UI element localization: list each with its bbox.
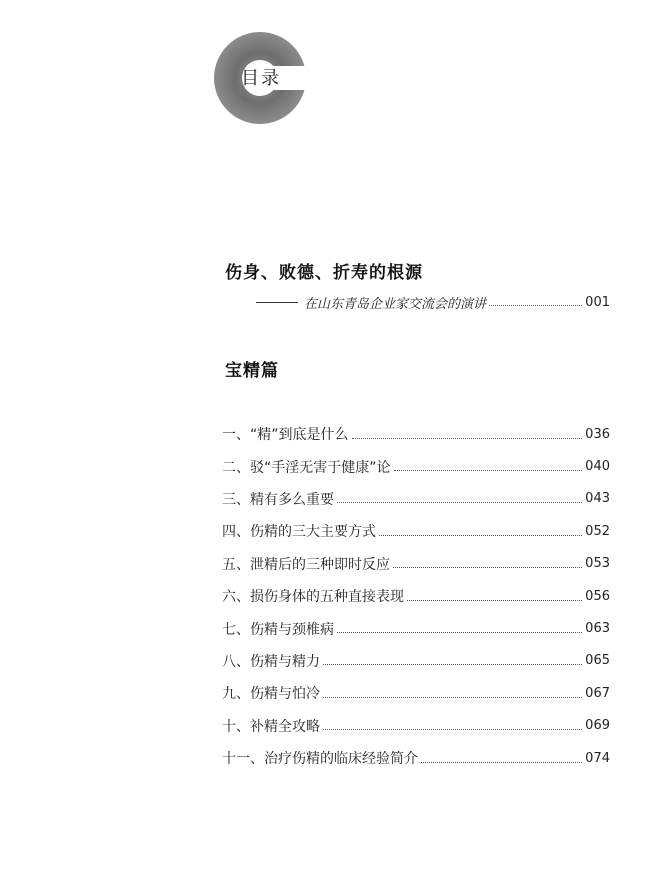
toc-list xyxy=(222,418,610,774)
entry-label: 七、伤精与颈椎病 xyxy=(222,621,334,638)
entry-label: 九、伤精与怕冷 xyxy=(222,686,320,703)
entry-label: 十、补精全攻略 xyxy=(222,718,320,735)
page-number: 063 xyxy=(585,621,610,637)
entry-label: 五、泄精后的三种即时反应 xyxy=(222,556,390,573)
dot-leader xyxy=(489,305,582,306)
toc-entry[interactable] xyxy=(222,515,610,547)
dot-leader xyxy=(407,600,582,601)
toc-subtitle-entry[interactable] xyxy=(256,292,610,312)
page-title: 目录 xyxy=(241,68,281,89)
toc-entry[interactable] xyxy=(222,580,610,612)
toc-entry[interactable] xyxy=(222,483,610,515)
page-number: 053 xyxy=(585,556,610,572)
dot-leader xyxy=(393,567,582,568)
dot-leader xyxy=(379,535,582,536)
dot-leader xyxy=(323,697,582,698)
dot-leader xyxy=(352,438,583,439)
entry-label: 在山东青岛企业家交流会的演讲 xyxy=(304,296,487,312)
entry-label: 六、损伤身体的五种直接表现 xyxy=(222,589,404,606)
toc-entry[interactable] xyxy=(222,450,610,482)
section-heading: 宝精篇 xyxy=(225,361,279,381)
page-number: 069 xyxy=(585,718,610,734)
toc-entry[interactable] xyxy=(222,742,610,774)
toc-entry[interactable] xyxy=(222,418,610,450)
toc-entry[interactable] xyxy=(222,710,610,742)
page-number: 040 xyxy=(585,459,610,475)
dash-line xyxy=(256,302,298,303)
entry-label: 二、驳“手淫无害于健康”论 xyxy=(222,459,391,476)
entry-label: 十一、治疗伤精的临床经验简介 xyxy=(222,751,418,768)
dot-leader xyxy=(421,762,582,763)
entry-label: 三、精有多么重要 xyxy=(222,491,334,508)
toc-entry[interactable] xyxy=(222,677,610,709)
page-number: 067 xyxy=(585,685,610,701)
entry-label: 四、伤精的三大主要方式 xyxy=(222,524,376,541)
toc-entry[interactable] xyxy=(222,548,610,580)
toc-entry[interactable] xyxy=(222,645,610,677)
page-number: 074 xyxy=(585,750,610,766)
dot-leader xyxy=(323,729,582,730)
page-number: 001 xyxy=(585,294,610,310)
page-number: 052 xyxy=(585,523,610,539)
dot-leader xyxy=(337,632,582,633)
toc-entry[interactable] xyxy=(222,612,610,644)
dot-leader xyxy=(323,664,582,665)
page-number: 036 xyxy=(585,426,610,442)
page-number: 043 xyxy=(585,491,610,507)
section-heading: 伤身、败德、折寿的根源 xyxy=(225,263,423,283)
page-number: 056 xyxy=(585,588,610,604)
dot-leader xyxy=(394,470,583,471)
entry-label: 一、“精”到底是什么 xyxy=(222,427,349,444)
dot-leader xyxy=(337,502,582,503)
entry-label: 八、伤精与精力 xyxy=(222,653,320,670)
page-number: 065 xyxy=(585,653,610,669)
